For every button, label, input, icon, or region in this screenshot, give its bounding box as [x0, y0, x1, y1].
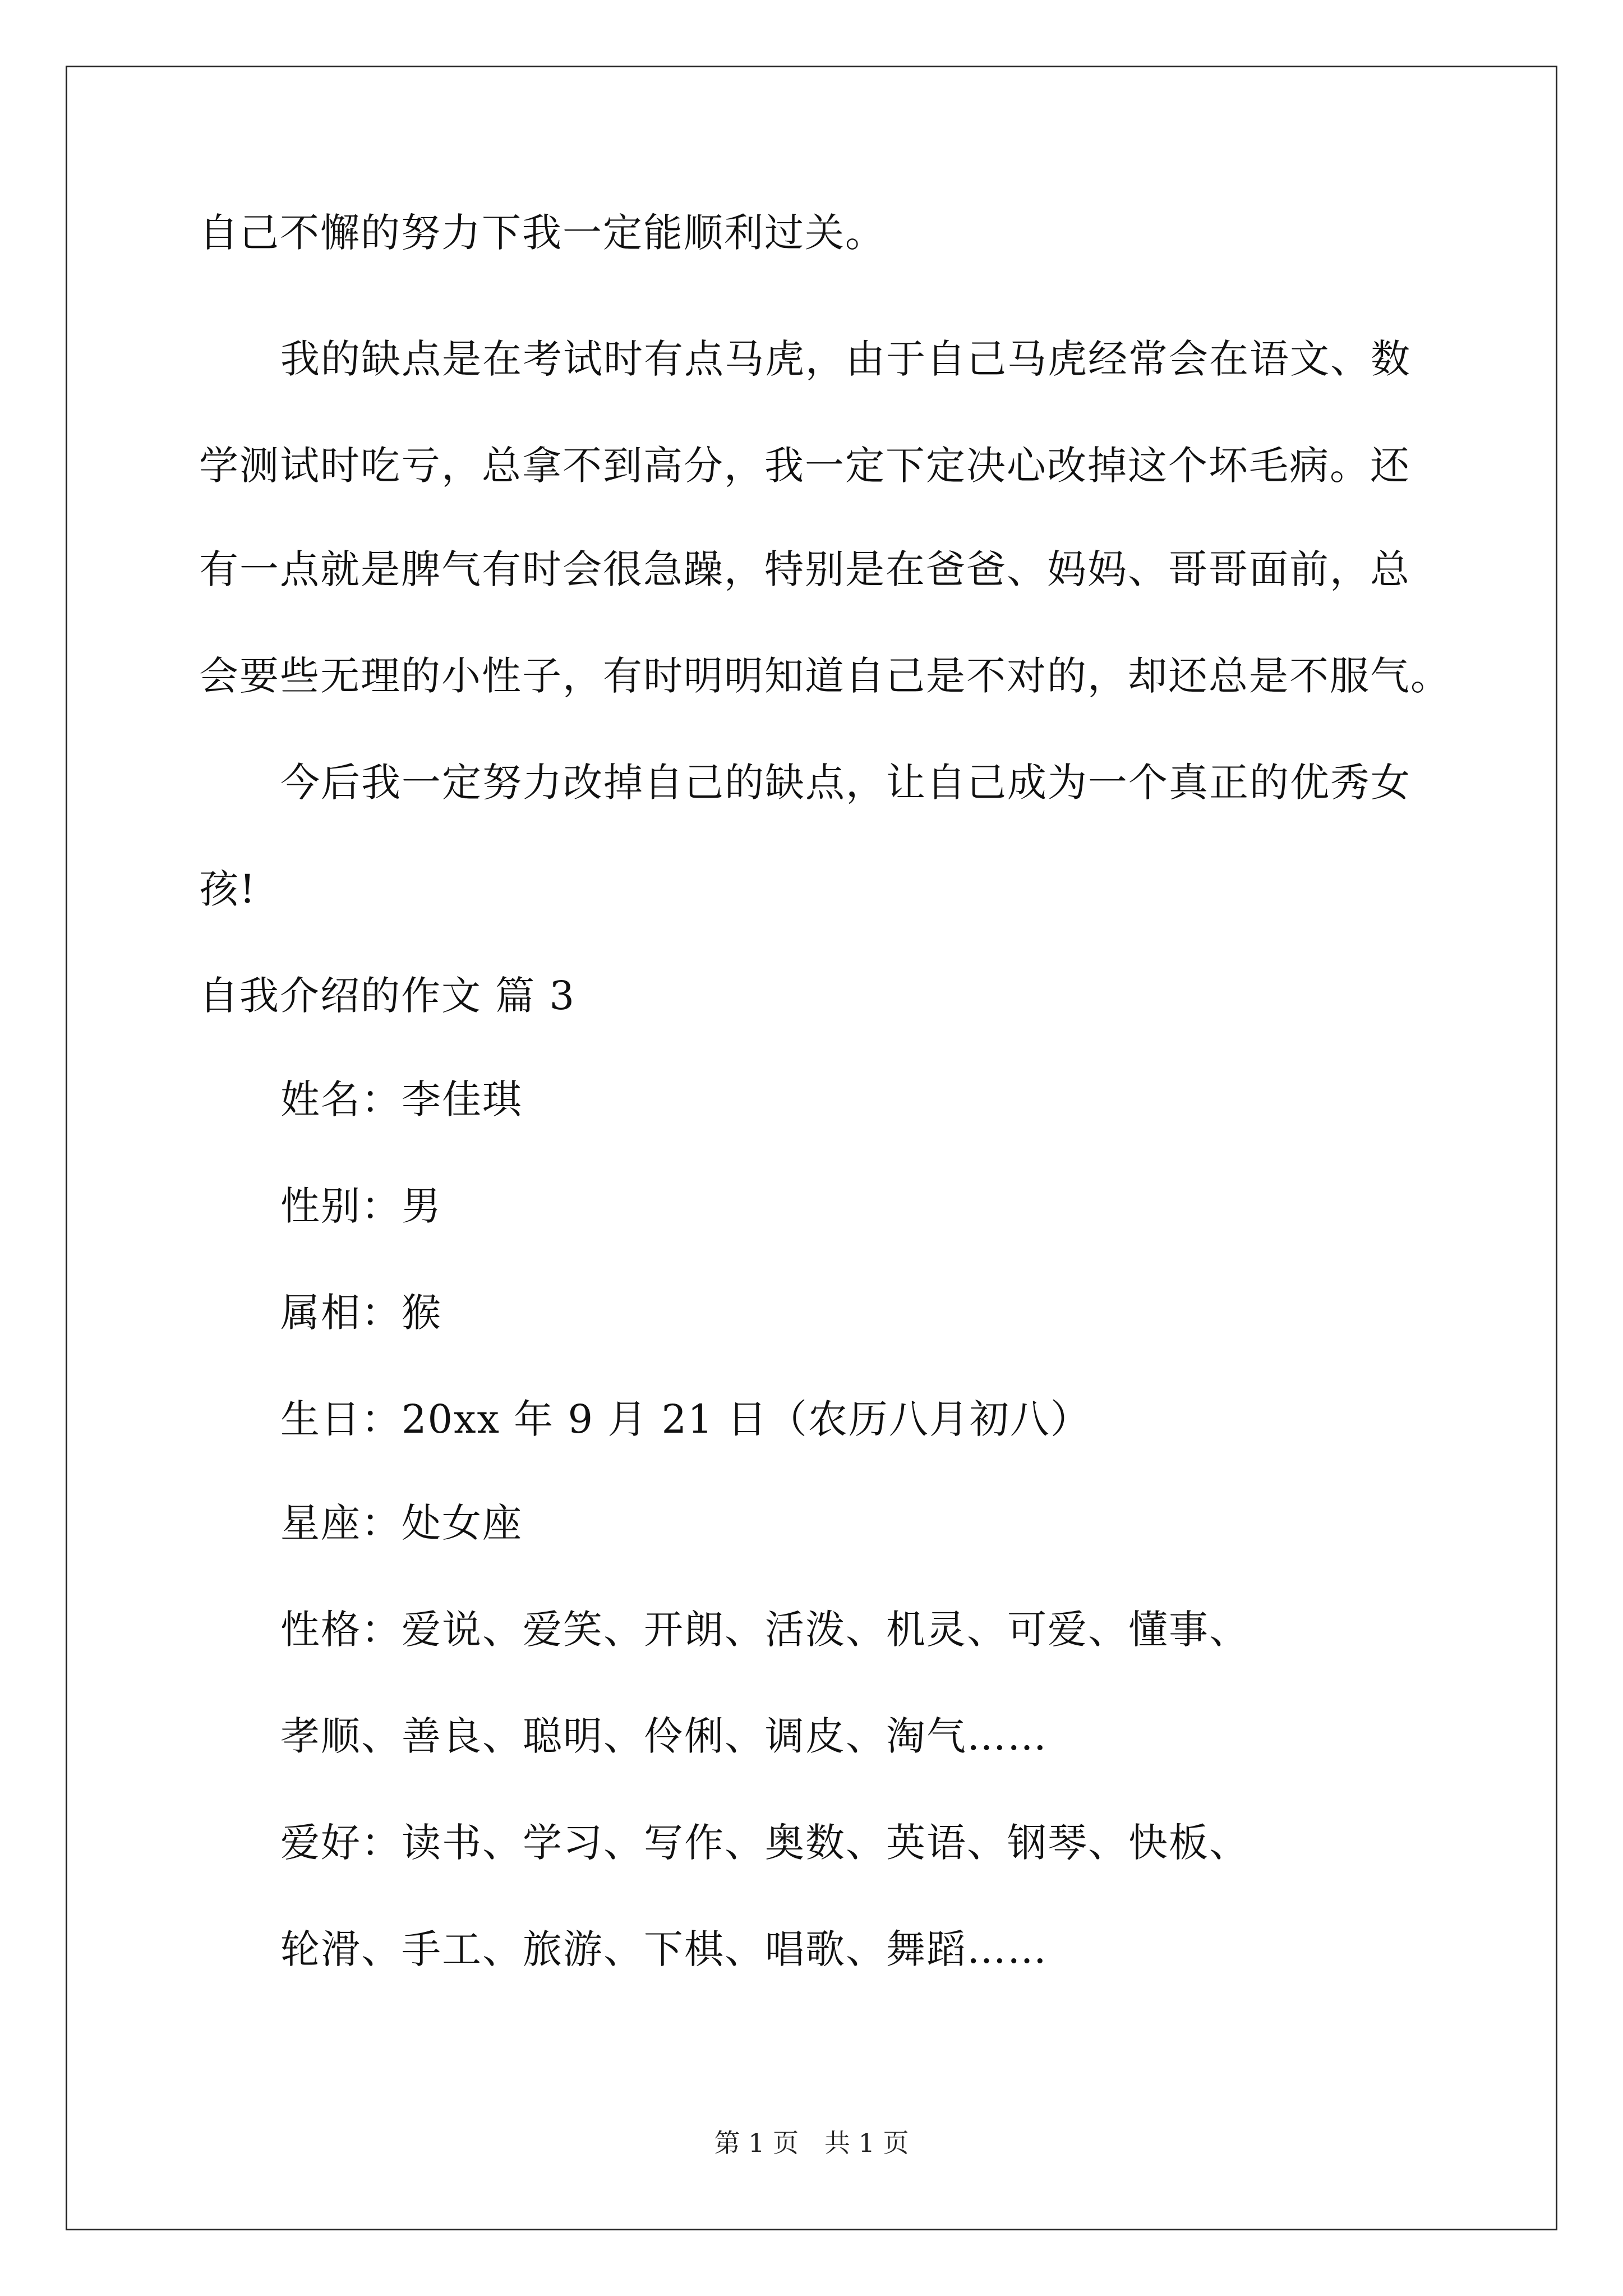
text-line: 轮滑、手工、旅游、下棋、唱歌、舞蹈……: [280, 1926, 1048, 1972]
section-heading: 自我介绍的作文 篇 3: [199, 973, 576, 1019]
text-line: 自己不懈的努力下我一定能顺利过关。: [199, 210, 886, 256]
text-line: 孩!: [199, 866, 257, 912]
text-line: 姓名：李佳琪: [280, 1076, 523, 1122]
text-line: 今后我一定努力改掉自己的缺点，让自己成为一个真正的优秀女: [280, 760, 1411, 806]
text-line: 我的缺点是在考试时有点马虎，由于自己马虎经常会在语文、数: [280, 336, 1411, 382]
text-line: 性格：爱说、爱笑、开朗、活泼、机灵、可爱、懂事、: [280, 1607, 1249, 1653]
text-line: 有一点就是脾气有时会很急躁，特别是在爸爸、妈妈、哥哥面前，总: [199, 546, 1410, 592]
text-line: 爱好：读书、学习、写作、奥数、英语、钢琴、快板、: [280, 1820, 1249, 1866]
text-line: 会要些无理的小性子，有时明明知道自己是不对的，却还总是不服气。: [199, 653, 1451, 699]
text-line: 属相：猴: [280, 1290, 442, 1336]
page-border: [66, 66, 1557, 2230]
text-line: 学测试时吃亏，总拿不到高分，我一定下定决心改掉这个坏毛病。还: [199, 443, 1410, 489]
text-line: 性别：男: [280, 1183, 442, 1229]
text-line: 星座：处女座: [280, 1500, 523, 1546]
text-line: 孝顺、善良、聪明、伶俐、调皮、淘气……: [280, 1713, 1048, 1759]
text-line: 生日：20xx 年 9 月 21 日（农历八月初八）: [280, 1396, 1091, 1442]
page-footer: 第 1 页 共 1 页: [714, 2128, 909, 2158]
